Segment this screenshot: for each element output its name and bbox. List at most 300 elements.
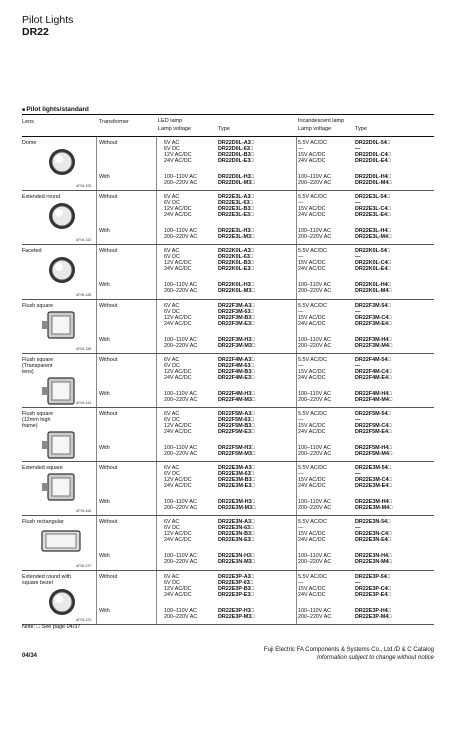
led-type: DR22E3M-63□	[218, 471, 254, 478]
inc-type: —	[355, 579, 361, 586]
inc-voltage: 24V AC/DC	[298, 428, 326, 435]
pilot-lights-table	[22, 115, 434, 625]
led-type: DR22D0L-H3□	[218, 174, 254, 180]
table-row	[22, 354, 434, 408]
led-voltage: 6V AC	[164, 465, 180, 472]
page-subtitle: DR22	[22, 26, 49, 38]
inc-voltage: 200–220V AC	[298, 559, 332, 566]
lens-image	[38, 254, 90, 290]
inc-voltage: —	[298, 362, 304, 369]
header-led: LED lamp	[158, 118, 183, 124]
led-type: DR22E3N-A3□	[218, 519, 255, 526]
led-voltage: 24V AC/DC	[164, 212, 192, 219]
table-row	[22, 245, 434, 299]
lens-image	[38, 309, 90, 345]
led-type: DR22K0L-E3□	[218, 266, 254, 273]
inc-type: DR22E3N-54□	[355, 519, 391, 526]
led-type: DR22D0L-B3□	[218, 152, 254, 158]
led-type: DR22E3P-E3□	[218, 591, 254, 598]
led-type: DR22F3M-63□	[218, 308, 254, 315]
inc-voltage: 15V AC/DC	[298, 477, 326, 484]
lens-name: Extended round with	[22, 573, 72, 580]
inc-type: DR22D0L-M4□	[355, 180, 392, 186]
inc-voltage: 200–220V AC	[298, 450, 332, 457]
inc-type: DR22E3P-M4□	[355, 613, 392, 620]
header-inc-volt: Lamp voltage	[298, 126, 332, 132]
led-type: DR22F3M-A3□	[218, 302, 255, 309]
inc-voltage: 100–110V AC	[298, 336, 331, 343]
led-type: DR22F3M-B3□	[218, 314, 255, 321]
inc-type: DR22F4M-C4□	[355, 368, 392, 375]
led-voltage: 12V AC/DC	[164, 585, 192, 592]
inc-type: DR22E3N-E4□	[355, 537, 391, 544]
led-type: DR22F4M-B3□	[218, 368, 255, 375]
inc-type: DR22E3P-54□	[355, 573, 391, 580]
column-divider	[296, 408, 297, 461]
inc-type: DR22K0L-H4□	[355, 282, 391, 289]
led-type: DR22E3L-E3□	[218, 212, 254, 219]
column-divider	[156, 571, 157, 624]
led-voltage: 100–110V AC	[164, 282, 197, 289]
led-voltage: 24V AC/DC	[164, 158, 192, 164]
led-type: DR22E3L-M3□	[218, 234, 255, 241]
inc-voltage: 200–220V AC	[298, 342, 332, 349]
inc-type: DR22K0L-M4□	[355, 288, 392, 295]
led-voltage: 6V AC	[164, 302, 180, 309]
led-voltage: 6V AC	[164, 410, 180, 417]
catalog-info	[264, 646, 434, 662]
column-divider	[156, 191, 157, 244]
led-type: DR22F5M-B3□	[218, 422, 255, 429]
inc-voltage: 100–110V AC	[298, 607, 331, 614]
led-voltage: 12V AC/DC	[164, 531, 192, 538]
inc-type: DR22E3P-H4□	[355, 607, 391, 614]
led-type: DR22F5M-A3□	[218, 410, 255, 417]
image-code: AF94-332	[76, 238, 92, 243]
led-type: DR22E3P-63□	[218, 579, 254, 586]
column-divider	[96, 245, 97, 298]
led-voltage: 6V DC	[164, 200, 180, 207]
table-row	[22, 516, 434, 570]
led-voltage: 200–220V AC	[164, 396, 198, 403]
inc-voltage: 100–110V AC	[298, 174, 331, 180]
led-type: DR22D0L-M3□	[218, 180, 255, 186]
led-voltage: 6V DC	[164, 416, 180, 423]
inc-type: DR22D0L-H4□	[355, 174, 391, 180]
column-divider	[296, 191, 297, 244]
led-voltage: 12V AC/DC	[164, 368, 192, 375]
inc-voltage: 15V AC/DC	[298, 422, 326, 429]
section-title: ■ Pilot lights/standard	[22, 106, 89, 113]
led-voltage: 6V AC	[164, 248, 180, 255]
transformer-with: With	[99, 553, 110, 560]
inc-type: DR22E3N-C4□	[355, 531, 392, 538]
lens-name: square bezel	[22, 579, 53, 586]
led-type: DR22F5M-M3□	[218, 450, 256, 457]
lens-image	[38, 429, 90, 465]
inc-type: DR22K0L-C4□	[355, 260, 391, 267]
column-divider	[96, 354, 97, 407]
led-type: DR22F5M-H3□	[218, 444, 255, 451]
inc-voltage: 15V AC/DC	[298, 368, 326, 375]
led-voltage: 200–220V AC	[164, 559, 198, 566]
table-row	[22, 571, 434, 625]
led-voltage: 24V AC/DC	[164, 591, 192, 598]
led-voltage: 200–220V AC	[164, 288, 198, 295]
inc-voltage: —	[298, 579, 304, 586]
led-type: DR22E3N-M3□	[218, 559, 255, 566]
header-lens: Lens	[22, 119, 34, 125]
header-led-type: Type	[218, 126, 230, 132]
inc-type: DR22F3M-C4□	[355, 314, 392, 321]
inc-voltage: 24V AC/DC	[298, 212, 326, 219]
table-header	[22, 115, 434, 137]
column-divider	[96, 300, 97, 353]
inc-voltage: —	[298, 254, 304, 261]
inc-voltage: 200–220V AC	[298, 288, 332, 295]
column-divider	[296, 245, 297, 298]
inc-type: DR22K0L-54□	[355, 248, 391, 255]
inc-voltage: 24V AC/DC	[298, 266, 326, 273]
column-divider	[296, 516, 297, 569]
transformer-with: With	[99, 174, 110, 180]
image-code: AF94-336	[76, 346, 92, 351]
inc-voltage: —	[298, 308, 304, 315]
led-type: DR22E3N-E3□	[218, 537, 254, 544]
led-voltage: 200–220V AC	[164, 180, 198, 186]
header-inc: Incandescent lamp	[298, 118, 345, 124]
led-type: DR22K0L-M3□	[218, 288, 255, 295]
inc-voltage: 15V AC/DC	[298, 260, 326, 267]
inc-voltage: 200–220V AC	[298, 180, 332, 186]
inc-type: DR22E3L-C4□	[355, 206, 391, 213]
image-code: AF96-186	[76, 292, 92, 297]
lens-name: Flush rectangular	[22, 519, 64, 526]
lens-name: Extended square	[22, 465, 63, 472]
lens-name: Dome	[22, 140, 37, 146]
led-voltage: 24V AC/DC	[164, 428, 192, 435]
inc-voltage: 200–220V AC	[298, 505, 332, 512]
column-divider	[96, 191, 97, 244]
column-divider	[96, 408, 97, 461]
led-type: DR22E3P-B3□	[218, 585, 254, 592]
catalog-disclaimer: Information subject to change without notice	[316, 655, 434, 661]
page-title: Pilot Lights	[22, 14, 74, 26]
inc-voltage: 5.5V AC/DC	[298, 465, 328, 472]
inc-type: DR22K0L-E4□	[355, 266, 391, 273]
inc-type: —	[355, 362, 361, 369]
inc-type: DR22E3N-H4□	[355, 553, 392, 560]
led-voltage: 12V AC/DC	[164, 152, 192, 158]
inc-voltage: 15V AC/DC	[298, 152, 326, 158]
led-voltage: 6V DC	[164, 308, 180, 315]
inc-voltage: 100–110V AC	[298, 444, 331, 451]
transformer-with: With	[99, 282, 110, 289]
led-voltage: 100–110V AC	[164, 607, 197, 614]
lens-image	[38, 200, 90, 236]
led-type: DR22E3M-B3□	[218, 477, 255, 484]
led-voltage: 100–110V AC	[164, 336, 197, 343]
inc-type: DR22E3N-M4□	[355, 559, 392, 566]
inc-type: DR22D0L-E4□	[355, 158, 391, 164]
catalog-name: Fuji Electric FA Components & Systems Co., Ltd./D & C Catalog	[263, 647, 434, 653]
column-divider	[156, 300, 157, 353]
led-type: DR22E3N-B3□	[218, 531, 255, 538]
inc-voltage: 24V AC/DC	[298, 483, 326, 490]
led-voltage: 12V AC/DC	[164, 314, 192, 321]
inc-voltage: —	[298, 416, 304, 423]
led-voltage: 24V AC/DC	[164, 266, 192, 273]
led-voltage: 6V DC	[164, 146, 180, 152]
inc-voltage: 15V AC/DC	[298, 314, 326, 321]
table-row	[22, 408, 434, 462]
led-voltage: 12V AC/DC	[164, 206, 192, 213]
lens-name: Flush square	[22, 410, 54, 417]
inc-voltage: 15V AC/DC	[298, 531, 326, 538]
image-code: AF94-466	[76, 509, 92, 514]
column-divider	[156, 354, 157, 407]
led-voltage: 100–110V AC	[164, 228, 197, 235]
led-voltage: 6V DC	[164, 579, 180, 586]
inc-type: DR22F5M-54□	[355, 410, 391, 417]
inc-voltage: —	[298, 146, 304, 152]
image-code: AF94-443	[76, 400, 92, 405]
led-type: DR22E3M-E3□	[218, 483, 255, 490]
inc-type: DR22E3M-C4□	[355, 477, 392, 484]
page-header	[22, 14, 73, 38]
led-voltage: 100–110V AC	[164, 390, 197, 397]
transformer-with: With	[99, 336, 110, 343]
lens-image	[38, 525, 90, 561]
led-type: DR22E3L-A3□	[218, 194, 254, 201]
led-voltage: 100–110V AC	[164, 499, 197, 506]
led-voltage: 24V AC/DC	[164, 537, 192, 544]
transformer-without: Without	[99, 573, 118, 580]
led-type: DR22E3M-H3□	[218, 499, 255, 506]
led-voltage: 100–110V AC	[164, 444, 197, 451]
inc-type: DR22F5M-C4□	[355, 422, 392, 429]
inc-voltage: 200–220V AC	[298, 234, 332, 241]
inc-type: DR22F4M-M4□	[355, 396, 393, 403]
led-voltage: 6V AC	[164, 194, 180, 201]
column-divider	[296, 571, 297, 624]
transformer-without: Without	[99, 410, 118, 417]
led-voltage: 12V AC/DC	[164, 422, 192, 429]
inc-voltage: 100–110V AC	[298, 228, 331, 235]
inc-type: DR22F5M-M4□	[355, 450, 393, 457]
column-divider	[156, 408, 157, 461]
column-divider	[156, 516, 157, 569]
led-voltage: 200–220V AC	[164, 234, 198, 241]
led-type: DR22K0L-63□	[218, 254, 254, 261]
inc-type: —	[355, 308, 361, 315]
column-divider	[96, 571, 97, 624]
led-type: DR22K0L-A3□	[218, 248, 254, 255]
footer-note: Note: □ See page 04/37	[22, 624, 81, 630]
inc-voltage: 5.5V AC/DC	[298, 356, 328, 363]
lens-name: Flush square	[22, 356, 54, 363]
inc-voltage: 100–110V AC	[298, 499, 331, 506]
led-type: DR22K0L-H3□	[218, 282, 254, 289]
header-inc-type: Type	[355, 126, 367, 132]
led-type: DR22E3N-63□	[218, 525, 254, 532]
lens-name: (Transparent	[22, 362, 53, 369]
inc-type: DR22F5M-E4□	[355, 428, 392, 435]
inc-type: DR22E3P-E4□	[355, 591, 391, 598]
inc-type: —	[355, 146, 361, 152]
transformer-with: With	[99, 390, 110, 397]
inc-voltage: 5.5V AC/DC	[298, 194, 328, 201]
led-type: DR22F5M-63□	[218, 416, 254, 423]
led-voltage: 6V AC	[164, 356, 180, 363]
led-type: DR22D0L-63□	[218, 146, 254, 152]
inc-type: DR22F4M-H4□	[355, 390, 392, 397]
led-type: DR22F4M-H3□	[218, 390, 255, 397]
led-voltage: 6V DC	[164, 471, 180, 478]
lens-image	[38, 471, 90, 507]
led-type: DR22E3N-H3□	[218, 553, 255, 560]
column-divider	[96, 462, 97, 515]
inc-type: DR22F4M-54□	[355, 356, 391, 363]
led-voltage: 24V AC/DC	[164, 320, 192, 327]
led-voltage: 24V AC/DC	[164, 483, 192, 490]
inc-type: —	[355, 200, 361, 207]
column-divider	[296, 354, 297, 407]
inc-voltage: 15V AC/DC	[298, 585, 326, 592]
transformer-without: Without	[99, 194, 118, 201]
inc-type: —	[355, 471, 361, 478]
lens-name: Flush square	[22, 302, 54, 309]
transformer-without: Without	[99, 248, 118, 255]
led-voltage: 6V AC	[164, 573, 180, 580]
led-voltage: 6V DC	[164, 254, 180, 261]
led-type: DR22F4M-M3□	[218, 396, 256, 403]
inc-type: DR22E3M-M4□	[355, 505, 393, 512]
inc-voltage: 5.5V AC/DC	[298, 519, 328, 526]
inc-voltage: 5.5V AC/DC	[298, 302, 328, 309]
led-type: DR22E3M-M3□	[218, 505, 256, 512]
led-type: DR22E3P-M3□	[218, 613, 255, 620]
led-voltage: 6V AC	[164, 140, 180, 146]
inc-voltage: 24V AC/DC	[298, 537, 326, 544]
inc-voltage: —	[298, 525, 304, 532]
inc-type: DR22E3M-H4□	[355, 499, 392, 506]
column-divider	[156, 245, 157, 298]
led-voltage: 12V AC/DC	[164, 260, 192, 267]
image-code: AF94-331	[76, 617, 92, 622]
column-divider	[96, 516, 97, 569]
led-type: DR22D0L-A3□	[218, 140, 254, 146]
inc-type: —	[355, 416, 361, 423]
table-row	[22, 137, 434, 191]
inc-type: DR22F3M-E4□	[355, 320, 392, 327]
inc-type: DR22E3M-E4□	[355, 483, 392, 490]
column-divider	[156, 137, 157, 190]
led-voltage: 100–110V AC	[164, 174, 197, 180]
led-type: DR22D0L-E3□	[218, 158, 254, 164]
inc-voltage: 5.5V AC/DC	[298, 140, 328, 146]
table-row	[22, 191, 434, 245]
led-voltage: 200–220V AC	[164, 450, 198, 457]
inc-type: DR22E3P-C4□	[355, 585, 391, 592]
table-row	[22, 462, 434, 516]
column-divider	[156, 462, 157, 515]
transformer-without: Without	[99, 356, 118, 363]
led-voltage: 200–220V AC	[164, 613, 198, 620]
led-type: DR22F3M-H3□	[218, 336, 255, 343]
led-type: DR22F4M-A3□	[218, 356, 255, 363]
inc-voltage: 24V AC/DC	[298, 158, 326, 164]
lens-name: lens)	[22, 368, 34, 375]
led-type: DR22F3M-M3□	[218, 342, 256, 349]
column-divider	[96, 137, 97, 190]
inc-type: DR22F3M-54□	[355, 302, 391, 309]
lens-image	[38, 146, 90, 182]
led-type: DR22E3L-63□	[218, 200, 253, 207]
lens-name: (12mm high	[22, 416, 51, 423]
inc-type: —	[355, 254, 361, 261]
led-voltage: 100–110V AC	[164, 553, 197, 560]
inc-voltage: 200–220V AC	[298, 613, 332, 620]
led-voltage: 6V DC	[164, 362, 180, 369]
led-type: DR22E3L-B3□	[218, 206, 254, 213]
transformer-with: With	[99, 228, 110, 235]
inc-voltage: 100–110V AC	[298, 553, 331, 560]
inc-voltage: 5.5V AC/DC	[298, 410, 328, 417]
inc-type: DR22F3M-H4□	[355, 336, 392, 343]
header-transformer: Transformer	[99, 119, 129, 125]
column-divider	[296, 137, 297, 190]
led-voltage: 6V AC	[164, 519, 180, 526]
inc-voltage: 24V AC/DC	[298, 320, 326, 327]
image-code: AF94-333	[76, 184, 92, 189]
led-type: DR22F4M-63□	[218, 362, 254, 369]
inc-type: DR22D0L-C4□	[355, 152, 391, 158]
inc-type: DR22F3M-M4□	[355, 342, 393, 349]
inc-type: DR22E3L-M4□	[355, 234, 392, 241]
inc-type: DR22E3L-54□	[355, 194, 390, 201]
led-type: DR22F4M-E3□	[218, 374, 255, 381]
inc-voltage: 24V AC/DC	[298, 591, 326, 598]
inc-type: —	[355, 525, 361, 532]
inc-voltage: 200–220V AC	[298, 396, 332, 403]
inc-type: DR22E3L-E4□	[355, 212, 391, 219]
transformer-without: Without	[99, 302, 118, 309]
led-type: DR22F5M-E3□	[218, 428, 255, 435]
inc-voltage: 24V AC/DC	[298, 374, 326, 381]
transformer-with: With	[99, 444, 110, 451]
led-type: DR22E3M-A3□	[218, 465, 255, 472]
transformer-without: Without	[99, 465, 118, 472]
lens-name: frame)	[22, 422, 38, 429]
inc-type: DR22D0L-54□	[355, 140, 391, 146]
inc-voltage: 5.5V AC/DC	[298, 573, 328, 580]
lens-name: Faceted	[22, 248, 42, 255]
inc-type: DR22E3M-54□	[355, 465, 391, 472]
inc-voltage: 100–110V AC	[298, 282, 331, 289]
column-divider	[296, 300, 297, 353]
inc-type: DR22E3L-H4□	[355, 228, 391, 235]
led-type: DR22K0L-B3□	[218, 260, 254, 267]
led-voltage: 24V AC/DC	[164, 374, 192, 381]
transformer-with: With	[99, 607, 110, 614]
transformer-with: With	[99, 499, 110, 506]
inc-voltage: 5.5V AC/DC	[298, 248, 328, 255]
column-divider	[296, 462, 297, 515]
led-type: DR22E3P-H3□	[218, 607, 254, 614]
transformer-without: Without	[99, 140, 118, 146]
led-type: DR22E3P-A3□	[218, 573, 254, 580]
